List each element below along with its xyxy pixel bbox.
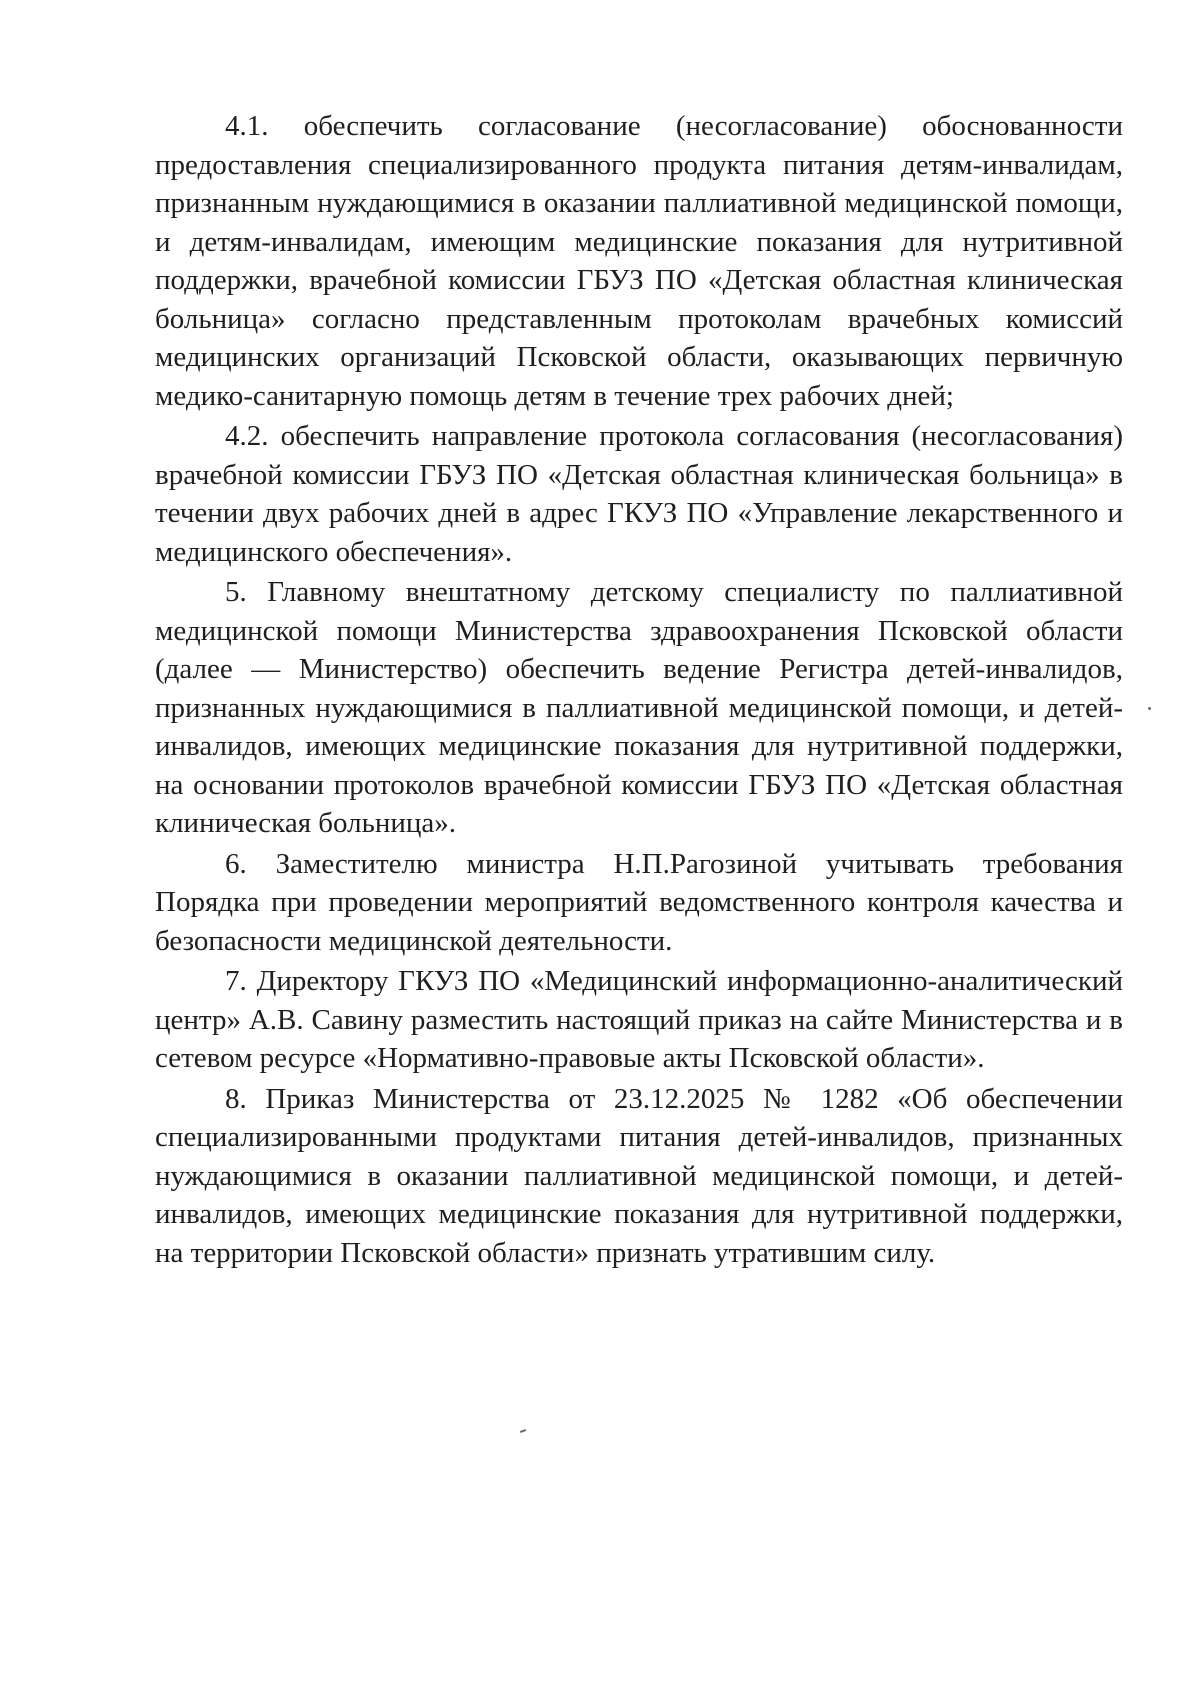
paragraph-6: 6. Заместителю министра Н.П.Рагозиной учитывать требования Порядка при проведении мероприятий ведомственного контроля качества и безопасности медицинской деятельности.: [155, 847, 1123, 957]
scan-speck: [520, 1429, 526, 1433]
scan-speck-right: [1148, 707, 1151, 710]
paragraph-7: 7. Директору ГКУЗ ПО «Медицинский информационно-аналитический центр» А.В. Савину разместить настоящий приказ на сайте Министерства и в сетевом ресурсе «Нормативно-правовые акты Псковской области».: [155, 965, 1123, 1074]
document-body: [155, 107, 1123, 1272]
paragraph-4-1: 4.1. обеспечить согласование (несогласование) обоснованности предоставления специализированного продукта питания детям-инвалидам, признанным нуждающимися в оказании паллиативной медицинской помощи, и детям-инвалидам, имеющим медицинские показания для нутритивной поддержки, врачебной комиссии ГБУЗ ПО «Детская областная клиническая больница» согласно представленным протоколам врачебных комиссий медицинских организаций Псковской области, оказывающих первичную медико-санитарную помощь детям в течение трех рабочих дней;: [155, 110, 1123, 412]
paragraph-5: 5. Главному внештатному детскому специалисту по паллиативной медицинской помощи Министерства здравоохранения Псковской области (далее — Министерство) обеспечить ведение Регистра детей-инвалидов, признанных нуждающимися в паллиативной медицинской помощи, и детей-инвалидов, имеющих медицинские показания для нутритивной поддержки, на основании протоколов врачебной комиссии ГБУЗ ПО «Детская областная клиническая больница».: [155, 576, 1123, 839]
paragraph-4-2: 4.2. обеспечить направление протокола согласования (несогласования) врачебной комиссии ГБУЗ ПО «Детская областная клиническая больница» в течении двух рабочих дней в адрес ГКУЗ ПО «Управление лекарственного и медицинского обеспечения».: [155, 420, 1123, 568]
paragraph-8: 8. Приказ Министерства от 23.12.2025 № 1282 «Об обеспечении специализированными продуктами питания детей-инвалидов, признанных нуждающимися в оказании паллиативной медицинской помощи, и детей-инвалидов, имеющих медицинские показания для нутритивной поддержки, на территории Псковской области» признать утратившим силу.: [155, 1082, 1123, 1269]
